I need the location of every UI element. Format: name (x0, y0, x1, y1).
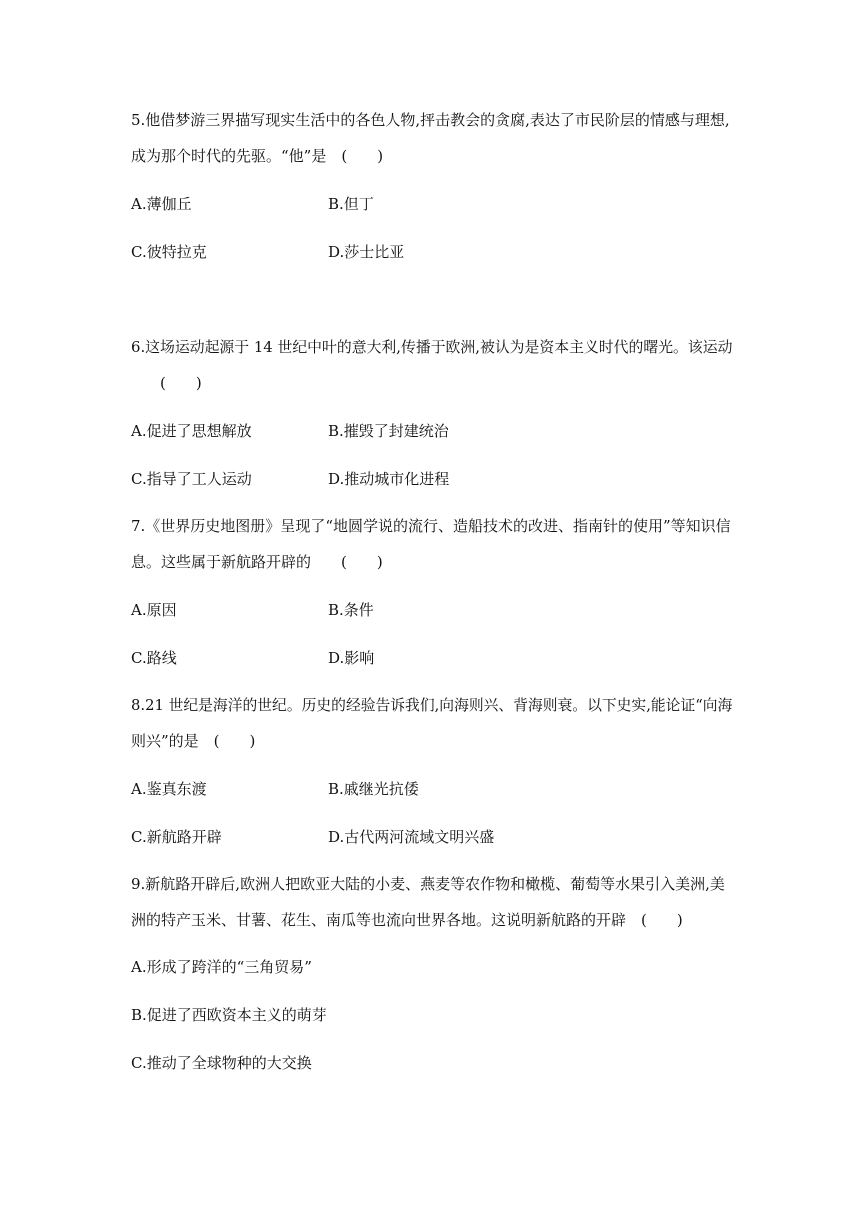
question-6-option-a: A.促进了思想解放 (131, 422, 252, 440)
question-7-option-d: D.影响 (328, 649, 375, 667)
question-9-option-c: C.推动了全球物种的大交换 (131, 1054, 312, 1072)
question-7-stem-line-2: 息。这些属于新航路开辟的 ( ) (131, 553, 383, 571)
question-6-option-d: D.推动城市化进程 (328, 470, 450, 488)
question-7-stem-line-1: 7.《世界历史地图册》呈现了“地圆学说的流行、造船技术的改进、指南针的使用”等知识信 (131, 517, 731, 535)
question-6-option-b: B.摧毁了封建统治 (328, 422, 449, 440)
question-9-option-b: B.促进了西欧资本主义的萌芽 (131, 1006, 327, 1024)
question-9-stem-line-2: 洲的特产玉米、甘薯、花生、南瓜等也流向世界各地。这说明新航路的开辟 ( ) (131, 911, 683, 929)
question-6-option-c: C.指导了工人运动 (131, 470, 252, 488)
question-9-option-a: A.形成了跨洋的“三角贸易” (131, 958, 312, 976)
question-5-option-b: B.但丁 (328, 195, 374, 213)
question-8-stem-line-1: 8.21 世纪是海洋的世纪。历史的经验告诉我们,向海则兴、背海则衰。以下史实,能论证“向海 (131, 696, 733, 714)
question-7-option-b: B.条件 (328, 601, 374, 619)
question-6-stem-line-2: ( ) (160, 374, 202, 392)
question-8-option-d: D.古代两河流域文明兴盛 (328, 828, 495, 846)
question-8-option-a: A.鉴真东渡 (131, 780, 207, 798)
question-8-option-c: C.新航路开辟 (131, 828, 222, 846)
question-8-stem-line-2: 则兴”的是 ( ) (131, 732, 256, 750)
question-5-stem-line-2: 成为那个时代的先驱。“他”是 ( ) (131, 147, 384, 165)
question-7-option-a: A.原因 (131, 601, 177, 619)
question-6-stem-line-1: 6.这场运动起源于 14 世纪中叶的意大利,传播于欧洲,被认为是资本主义时代的曙光。该运动 (131, 338, 733, 356)
question-8-option-b: B.戚继光抗倭 (328, 780, 419, 798)
question-5-option-d: D.莎士比亚 (328, 243, 405, 261)
question-5-option-c: C.彼特拉克 (131, 243, 207, 261)
question-5-option-a: A.薄伽丘 (131, 195, 192, 213)
question-9-stem-line-1: 9.新航路开辟后,欧洲人把欧亚大陆的小麦、燕麦等农作物和橄榄、葡萄等水果引入美洲,美 (131, 875, 725, 893)
question-5-stem-line-1: 5.他借梦游三界描写现实生活中的各色人物,抨击教会的贪腐,表达了市民阶层的情感与理想, (131, 111, 730, 129)
question-7-option-c: C.路线 (131, 649, 177, 667)
